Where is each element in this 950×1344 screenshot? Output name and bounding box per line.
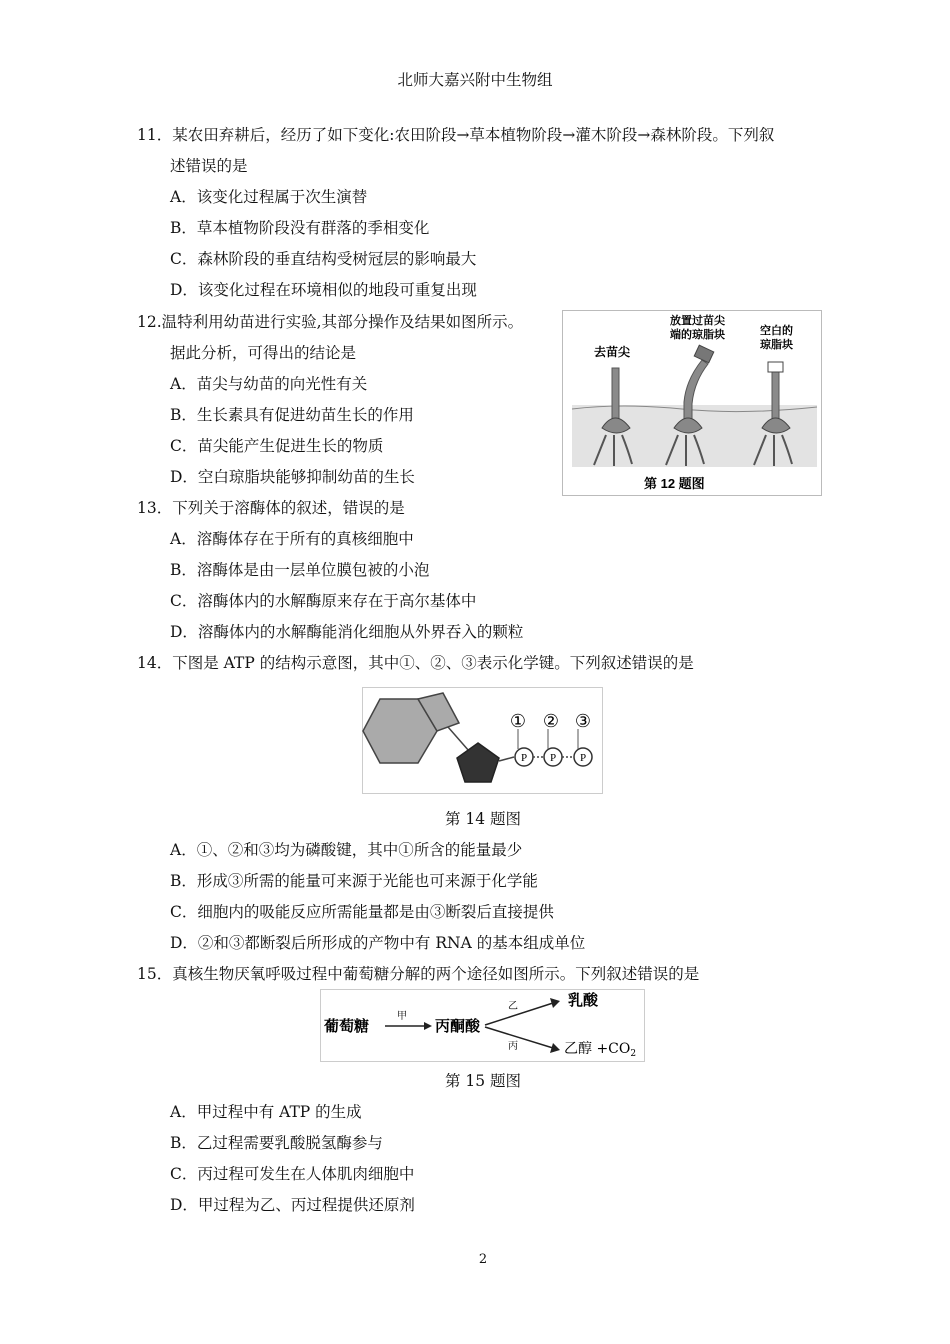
q12-option-b: B．生长素具有促进幼苗生长的作用 bbox=[170, 406, 414, 424]
q13-option-a: A．溶酶体存在于所有的真核细胞中 bbox=[170, 530, 414, 548]
q11-stem-line1: 11．某农田弃耕后，经历了如下变化:农田阶段→草本植物阶段→灌木阶段→森林阶段。下列叙 bbox=[137, 126, 775, 144]
phosphate-2 bbox=[544, 748, 562, 766]
ethanol-co2-text: 乙醇 +CO bbox=[564, 1041, 631, 1057]
q15-option-c: C．丙过程可发生在人体肌肉细胞中 bbox=[170, 1165, 415, 1183]
q15-stem: 15．真核生物厌氧呼吸过程中葡萄糖分解的两个途径如图所示。下列叙述错误的是 bbox=[137, 965, 700, 983]
phosphate-3-label: P bbox=[579, 752, 587, 764]
pyruvate-label: 丙酮酸 bbox=[435, 1017, 481, 1035]
q11-option-d: D．该变化过程在环境相似的地段可重复出现 bbox=[170, 281, 477, 299]
q15-option-b: B．乙过程需要乳酸脱氢酶参与 bbox=[170, 1134, 383, 1152]
bond-3-label: ③ bbox=[574, 711, 592, 732]
q14-atp-figure bbox=[362, 687, 603, 794]
q11-stem-line2: 述错误的是 bbox=[170, 157, 248, 175]
q12-figure bbox=[562, 310, 822, 496]
fig12-label-tip-agar-2: 端的琼脂块 bbox=[670, 329, 725, 341]
fig12-caption: 第 12 题图 bbox=[644, 476, 705, 491]
q14-stem: 14．下图是 ATP 的结构示意图，其中①、②、③表示化学键。下列叙述错误的是 bbox=[137, 654, 694, 672]
q13-option-c: C．溶酶体内的水解酶原来存在于高尔基体中 bbox=[170, 592, 477, 610]
q11-option-b: B．草本植物阶段没有群落的季相变化 bbox=[170, 219, 430, 237]
bond-2-label: ② bbox=[542, 711, 560, 732]
phosphate-1-label: P bbox=[520, 752, 528, 764]
bond-1-label: ① bbox=[509, 711, 527, 732]
ethanol-co2-label bbox=[564, 1041, 636, 1059]
fig12-label-tip-agar-1: 放置过苗尖 bbox=[670, 315, 725, 327]
page-number: 2 bbox=[478, 1252, 488, 1267]
q12-stem-line2: 据此分析，可得出的结论是 bbox=[170, 344, 357, 362]
q14-caption: 第 14 题图 bbox=[444, 810, 522, 828]
q15-option-d: D．甲过程为乙、丙过程提供还原剂 bbox=[170, 1196, 415, 1214]
q12-option-d: D．空白琼脂块能够抑制幼苗的生长 bbox=[170, 468, 415, 486]
q15-caption: 第 15 题图 bbox=[444, 1072, 522, 1090]
q12-option-a: A．苗尖与幼苗的向光性有关 bbox=[170, 375, 368, 393]
q13-option-d: D．溶酶体内的水解酶能消化细胞从外界吞入的颗粒 bbox=[170, 623, 524, 641]
q15-glycolysis-figure bbox=[320, 989, 645, 1062]
page-header: 北师大嘉兴附中生物组 bbox=[397, 71, 553, 89]
fig12-label-blank-agar-2: 琼脂块 bbox=[760, 339, 793, 351]
q14-option-b: B．形成③所需的能量可来源于光能也可来源于化学能 bbox=[170, 872, 538, 890]
q14-option-d: D．②和③都断裂后所形成的产物中有 RNA 的基本组成单位 bbox=[170, 934, 586, 952]
co2-subscript: 2 bbox=[630, 1049, 637, 1059]
fig12-label-decapitated: 去苗尖 bbox=[594, 345, 631, 359]
phosphate-1 bbox=[515, 748, 533, 766]
q14-option-a: A．①、②和③均为磷酸键，其中①所含的能量最少 bbox=[170, 841, 523, 859]
fig12-label-blank-agar-1: 空白的 bbox=[760, 325, 793, 337]
q14-option-c: C．细胞内的吸能反应所需能量都是由③断裂后直接提供 bbox=[170, 903, 554, 921]
q15-option-a: A．甲过程中有 ATP 的生成 bbox=[170, 1103, 362, 1121]
q13-stem: 13．下列关于溶酶体的叙述，错误的是 bbox=[137, 499, 405, 517]
phosphate-2-label: P bbox=[549, 752, 557, 764]
q13-option-b: B．溶酶体是由一层单位膜包被的小泡 bbox=[170, 561, 430, 579]
q12-stem-line1: 12.温特利用幼苗进行实验,其部分操作及结果如图所示。 bbox=[137, 313, 524, 331]
q11-option-a: A．该变化过程属于次生演替 bbox=[170, 188, 368, 206]
q12-option-c: C．苗尖能产生促进生长的物质 bbox=[170, 437, 384, 455]
process-bing-label: 丙 bbox=[508, 1041, 518, 1052]
glucose-label: 葡萄糖 bbox=[324, 1017, 370, 1035]
process-jia-label: 甲 bbox=[397, 1011, 407, 1022]
process-yi-label: 乙 bbox=[508, 1001, 518, 1012]
q11-option-c: C．森林阶段的垂直结构受树冠层的影响最大 bbox=[170, 250, 477, 268]
lactate-label: 乳酸 bbox=[568, 991, 599, 1009]
phosphate-3 bbox=[574, 748, 592, 766]
